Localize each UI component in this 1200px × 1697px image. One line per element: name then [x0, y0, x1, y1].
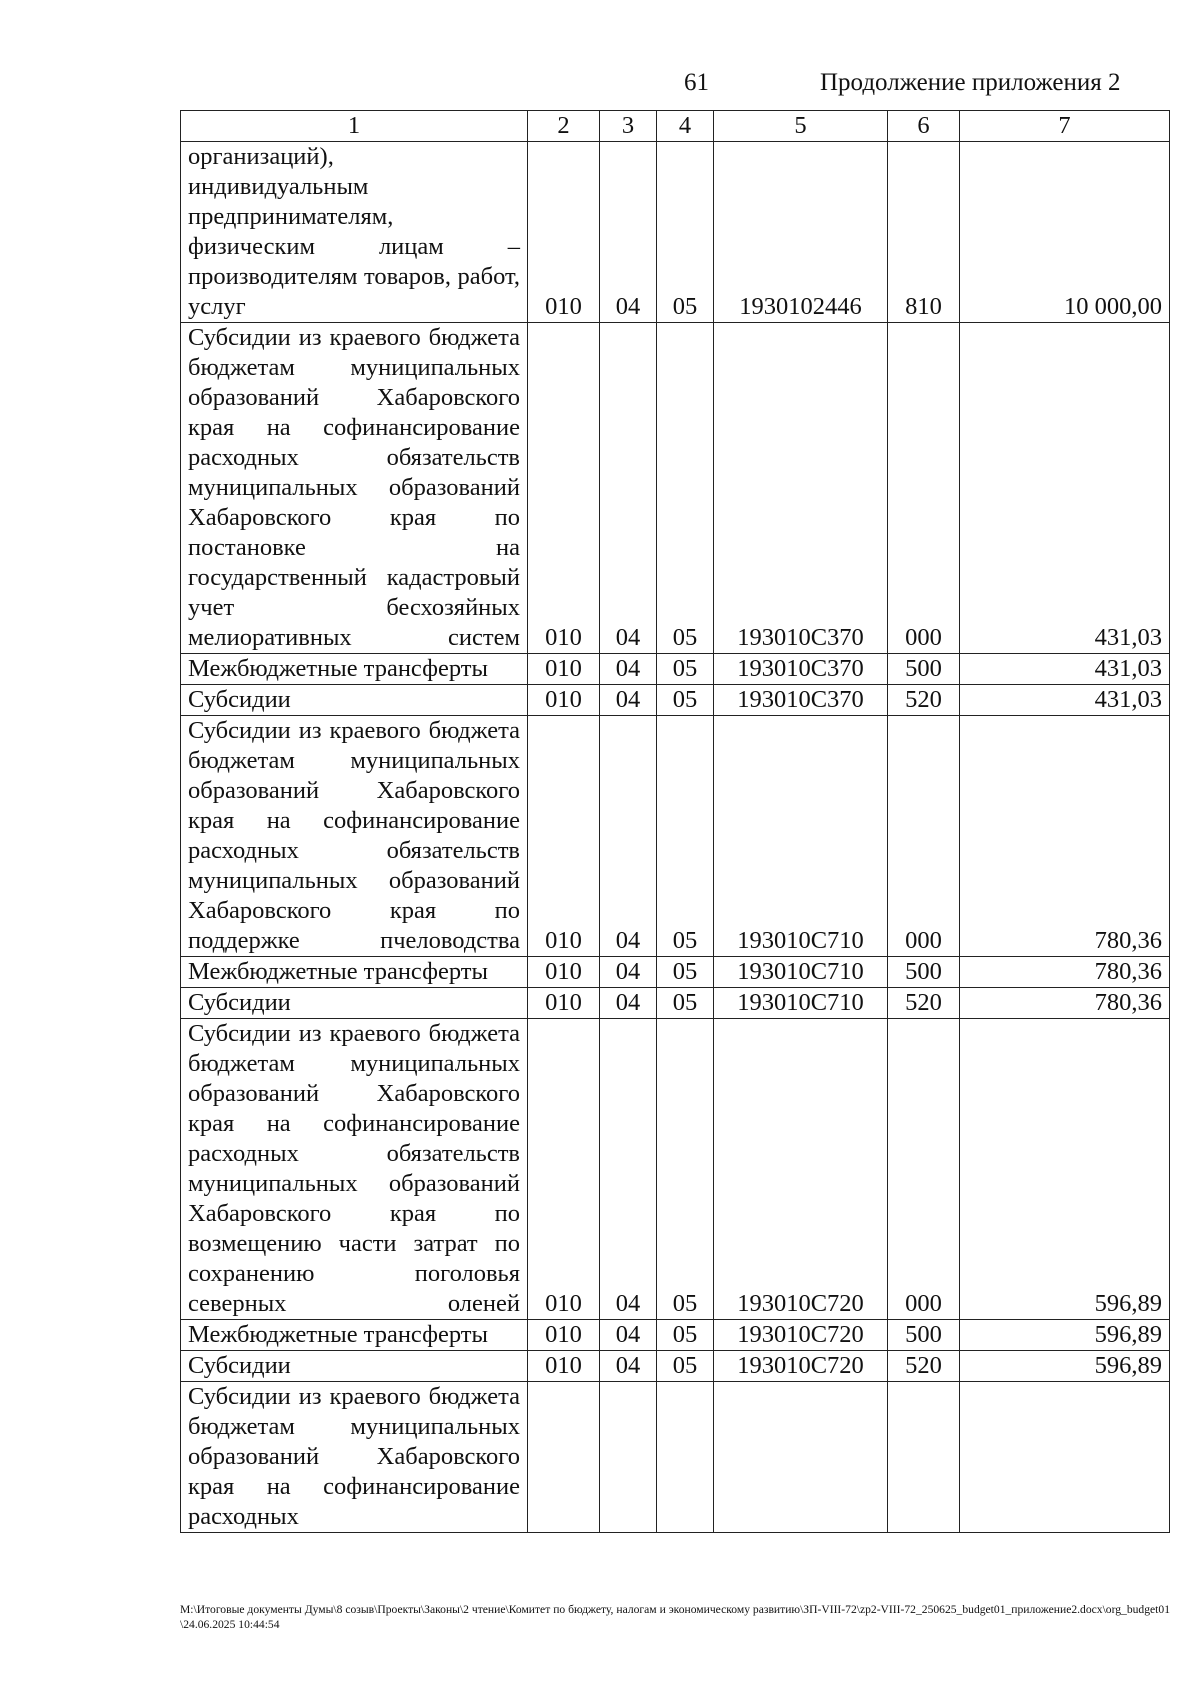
row-code-col2: 010	[528, 1019, 600, 1320]
row-description: Межбюджетные трансферты	[181, 654, 528, 685]
row-description: Субсидии из краевого бюджета бюджетам муниципальных образований Хабаровского края на софинансирование расходных обязательств муниципальных образований Хабаровского края по поддержке пчеловодства	[181, 716, 528, 957]
row-code-col6: 810	[888, 142, 960, 323]
row-code-col3: 04	[600, 957, 657, 988]
column-number: 3	[600, 111, 657, 142]
row-code-col3: 04	[600, 142, 657, 323]
row-description: Субсидии	[181, 988, 528, 1019]
row-code-col4: 05	[657, 716, 714, 957]
table-row	[181, 1351, 1170, 1382]
row-code-col6: 500	[888, 1320, 960, 1351]
row-code-col5: 193010С370	[714, 685, 888, 716]
row-code-col6: 520	[888, 1351, 960, 1382]
row-code-col5: 193010С710	[714, 988, 888, 1019]
column-number: 1	[181, 111, 528, 142]
column-number: 2	[528, 111, 600, 142]
row-code-col4: 05	[657, 988, 714, 1019]
row-code-col2: 010	[528, 323, 600, 654]
row-code-col2: 010	[528, 1351, 600, 1382]
column-number: 6	[888, 111, 960, 142]
row-code-col5: 193010С370	[714, 654, 888, 685]
table-row	[181, 685, 1170, 716]
row-code-col3: 04	[600, 323, 657, 654]
row-amount: 596,89	[960, 1019, 1170, 1320]
row-amount: 780,36	[960, 716, 1170, 957]
row-code-col6	[888, 1382, 960, 1533]
row-amount: 431,03	[960, 654, 1170, 685]
table-row	[181, 654, 1170, 685]
table-row	[181, 1382, 1170, 1533]
row-code-col4: 05	[657, 142, 714, 323]
row-code-col2: 010	[528, 1320, 600, 1351]
row-code-col6: 000	[888, 323, 960, 654]
row-description: организаций), индивидуальным предпринимателям, физическим лицам – производителям товаров, работ, услуг	[181, 142, 528, 323]
row-amount: 596,89	[960, 1351, 1170, 1382]
row-amount: 780,36	[960, 957, 1170, 988]
row-code-col4: 05	[657, 1351, 714, 1382]
row-description: Субсидии из краевого бюджета бюджетам муниципальных образований Хабаровского края на софинансирование расходных обязательств муниципальных образований Хабаровского края по постановке на государственный кадастровый учет бесхозяйных мелиоративных систем	[181, 323, 528, 654]
row-description: Субсидии из краевого бюджета бюджетам муниципальных образований Хабаровского края на софинансирование расходных обязательств муниципальных образований Хабаровского края по возмещению части затрат по сохранению поголовья северных оленей	[181, 1019, 528, 1320]
row-code-col3: 04	[600, 716, 657, 957]
row-description: Субсидии из краевого бюджета бюджетам муниципальных образований Хабаровского края на софинансирование расходных	[181, 1382, 528, 1533]
row-code-col4: 05	[657, 685, 714, 716]
row-code-col6: 500	[888, 957, 960, 988]
table-row	[181, 1019, 1170, 1320]
row-code-col6: 000	[888, 716, 960, 957]
row-code-col6: 500	[888, 654, 960, 685]
row-code-col3	[600, 1382, 657, 1533]
row-code-col5: 193010С710	[714, 716, 888, 957]
row-amount: 431,03	[960, 685, 1170, 716]
table-row	[181, 142, 1170, 323]
row-code-col2	[528, 1382, 600, 1533]
table-row	[181, 323, 1170, 654]
row-code-col6: 520	[888, 988, 960, 1019]
row-code-col4: 05	[657, 654, 714, 685]
table-row	[181, 957, 1170, 988]
row-amount	[960, 1382, 1170, 1533]
row-code-col3: 04	[600, 1320, 657, 1351]
row-code-col2: 010	[528, 654, 600, 685]
continuation-label: Продолжение приложения 2	[820, 69, 1121, 96]
row-code-col6: 000	[888, 1019, 960, 1320]
row-code-col2: 010	[528, 957, 600, 988]
table-row	[181, 988, 1170, 1019]
row-code-col5: 193010С720	[714, 1019, 888, 1320]
row-code-col4: 05	[657, 323, 714, 654]
page-number: 61	[684, 69, 709, 96]
column-number: 7	[960, 111, 1170, 142]
footer-file-path: M:\Итоговые документы Думы\8 созыв\Проекты\Законы\2 чтение\Комитет по бюджету, налогам и экономическому развитию\ЗП-VIII-72\zp2-VIII-72_250625_budget01_приложение2.docx\org_budget01\24.06.2025 10:44:54	[180, 1603, 1170, 1631]
column-number: 4	[657, 111, 714, 142]
row-code-col4: 05	[657, 1320, 714, 1351]
row-code-col2: 010	[528, 716, 600, 957]
row-code-col5: 193010С710	[714, 957, 888, 988]
table-row	[181, 716, 1170, 957]
row-description: Субсидии	[181, 685, 528, 716]
row-amount: 780,36	[960, 988, 1170, 1019]
budget-table	[180, 110, 1170, 1533]
row-amount: 596,89	[960, 1320, 1170, 1351]
row-code-col3: 04	[600, 654, 657, 685]
row-code-col5: 193010С720	[714, 1320, 888, 1351]
row-code-col3: 04	[600, 988, 657, 1019]
row-code-col5: 193010С720	[714, 1351, 888, 1382]
row-code-col5: 193010С370	[714, 323, 888, 654]
table-row	[181, 1320, 1170, 1351]
column-number: 5	[714, 111, 888, 142]
row-code-col3: 04	[600, 1351, 657, 1382]
row-code-col4	[657, 1382, 714, 1533]
row-code-col3: 04	[600, 1019, 657, 1320]
row-code-col4: 05	[657, 1019, 714, 1320]
row-description: Межбюджетные трансферты	[181, 957, 528, 988]
row-code-col4: 05	[657, 957, 714, 988]
row-description: Межбюджетные трансферты	[181, 1320, 528, 1351]
row-code-col5	[714, 1382, 888, 1533]
column-number-row	[181, 111, 1170, 142]
row-amount: 431,03	[960, 323, 1170, 654]
row-code-col2: 010	[528, 685, 600, 716]
row-code-col6: 520	[888, 685, 960, 716]
row-code-col2: 010	[528, 142, 600, 323]
row-code-col5: 1930102446	[714, 142, 888, 323]
row-description: Субсидии	[181, 1351, 528, 1382]
row-code-col3: 04	[600, 685, 657, 716]
row-code-col2: 010	[528, 988, 600, 1019]
row-amount: 10 000,00	[960, 142, 1170, 323]
